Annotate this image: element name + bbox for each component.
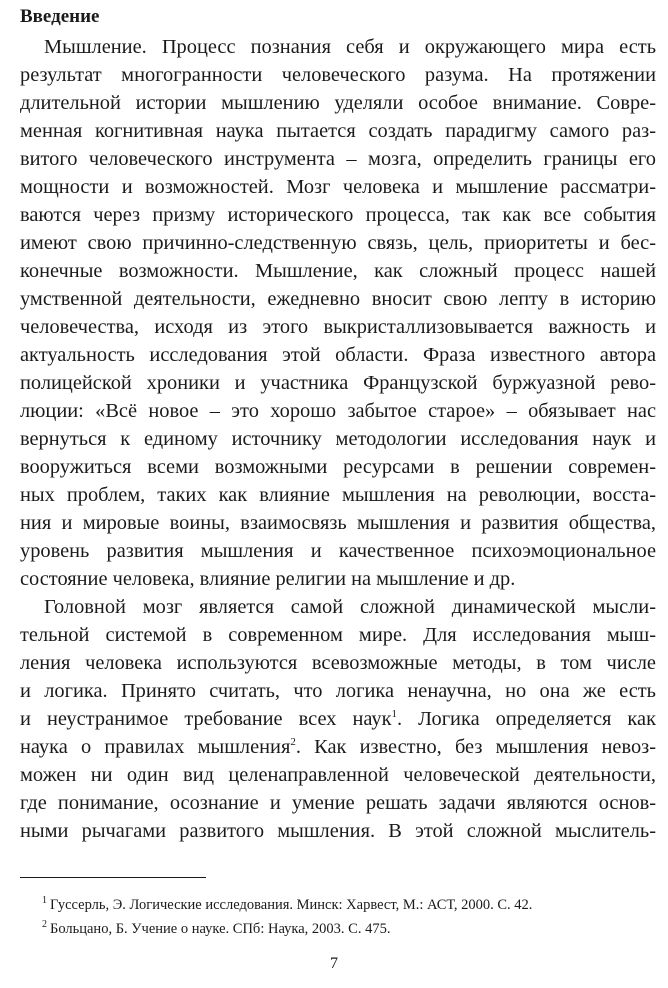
text-line: мощности и возможностей. Мозг человека и мышление рассматри- — [20, 176, 656, 198]
text-line-with-footnote-ref — [20, 733, 656, 761]
text-line: витого человеческого инструмента – мозга, определить границы его — [20, 148, 656, 170]
text-line: уровень развития мышления и качественное психоэмоциональное — [20, 540, 656, 562]
footnote-reference[interactable]: 2 — [290, 736, 296, 749]
text-line: конечные возможности. Мышление, как сложный процесс нашей — [20, 260, 656, 282]
text-line: вооружиться всеми возможными ресурсами в решении современ- — [20, 456, 656, 478]
text-line: ления человека используются всевозможные методы, в том числе — [20, 652, 656, 674]
text-line: Головной мозг является самой сложной динамической мысли- — [44, 596, 656, 618]
text-line: актуальность исследования этой области. Фраза известного автора — [20, 344, 656, 366]
text-segment: наука о правилах мышления — [20, 736, 291, 758]
text-line: ваются через призму исторического процесса, так как все события — [20, 204, 656, 226]
text-line-with-footnote-ref — [20, 705, 656, 733]
footnote-number: 2 — [42, 919, 47, 931]
text-line: и логика. Принято считать, что логика ненаучна, но она же есть — [20, 680, 656, 702]
text-line: умственной деятельности, ежедневно вносит свою лепту в историю — [20, 288, 656, 310]
footnote-separator — [20, 877, 206, 878]
text-line: можен ни один вид целенаправленной человеческой деятельности, — [20, 764, 656, 786]
text-line: Мышление. Процесс познания себя и окружающего мира есть — [44, 36, 656, 58]
text-line: полицейской хроники и участника Французской буржуазной рево- — [20, 372, 656, 394]
text-line: тельной системой в современном мире. Для исследования мыш- — [20, 624, 656, 646]
text-line: состояние человека, влияние религии на мышление и др. — [20, 568, 516, 590]
text-line: результат многогранности человеческого разума. На протяжении — [20, 64, 656, 86]
text-line: длительной истории мышлению уделяли особое внимание. Совре- — [20, 92, 656, 114]
footnote-text: Больцано, Б. Учение о науке. СПб: Наука, 2003. С. 475. — [50, 921, 391, 937]
footnote-reference[interactable]: 1 — [391, 708, 398, 721]
footnote-2 — [42, 919, 390, 939]
text-line: ния и мировые воины, взаимосвязь мышления и развития общества, — [20, 512, 656, 534]
footnote-1 — [42, 895, 532, 915]
text-segment: и неустранимое требование всех наук — [20, 708, 392, 730]
text-line: имеют свою причинно-следственную связь, цель, приоритеты и бес- — [20, 232, 656, 254]
section-heading: Введение — [20, 6, 100, 27]
page-number: 7 — [330, 955, 338, 972]
footnote-text: Гуссерль, Э. Логические исследования. Минск: Харвест, М.: АСТ, 2000. С. 42. — [50, 897, 533, 913]
text-line: где понимание, осознание и умение решать задачи являются основ- — [20, 792, 656, 814]
text-line: ными рычагами развитого мышления. В этой сложной мыслитель- — [20, 820, 656, 842]
text-line: люции: «Всё новое – это хорошо забытое старое» – обязывает нас — [20, 400, 656, 422]
text-segment: . Логика определяется как — [397, 708, 656, 730]
text-line: вернуться к единому источнику методологии исследования наук и — [20, 428, 656, 450]
text-line: менная когнитивная наука пытается создать парадигму самого раз- — [20, 120, 656, 142]
text-line: ных проблем, таких как влияние мышления на революции, восста- — [20, 484, 656, 506]
text-line: человечества, исходя из этого выкристаллизовывается важность и — [20, 316, 656, 338]
footnote-number: 1 — [42, 895, 47, 907]
text-segment: . Как известно, без мышления невоз- — [295, 736, 656, 758]
